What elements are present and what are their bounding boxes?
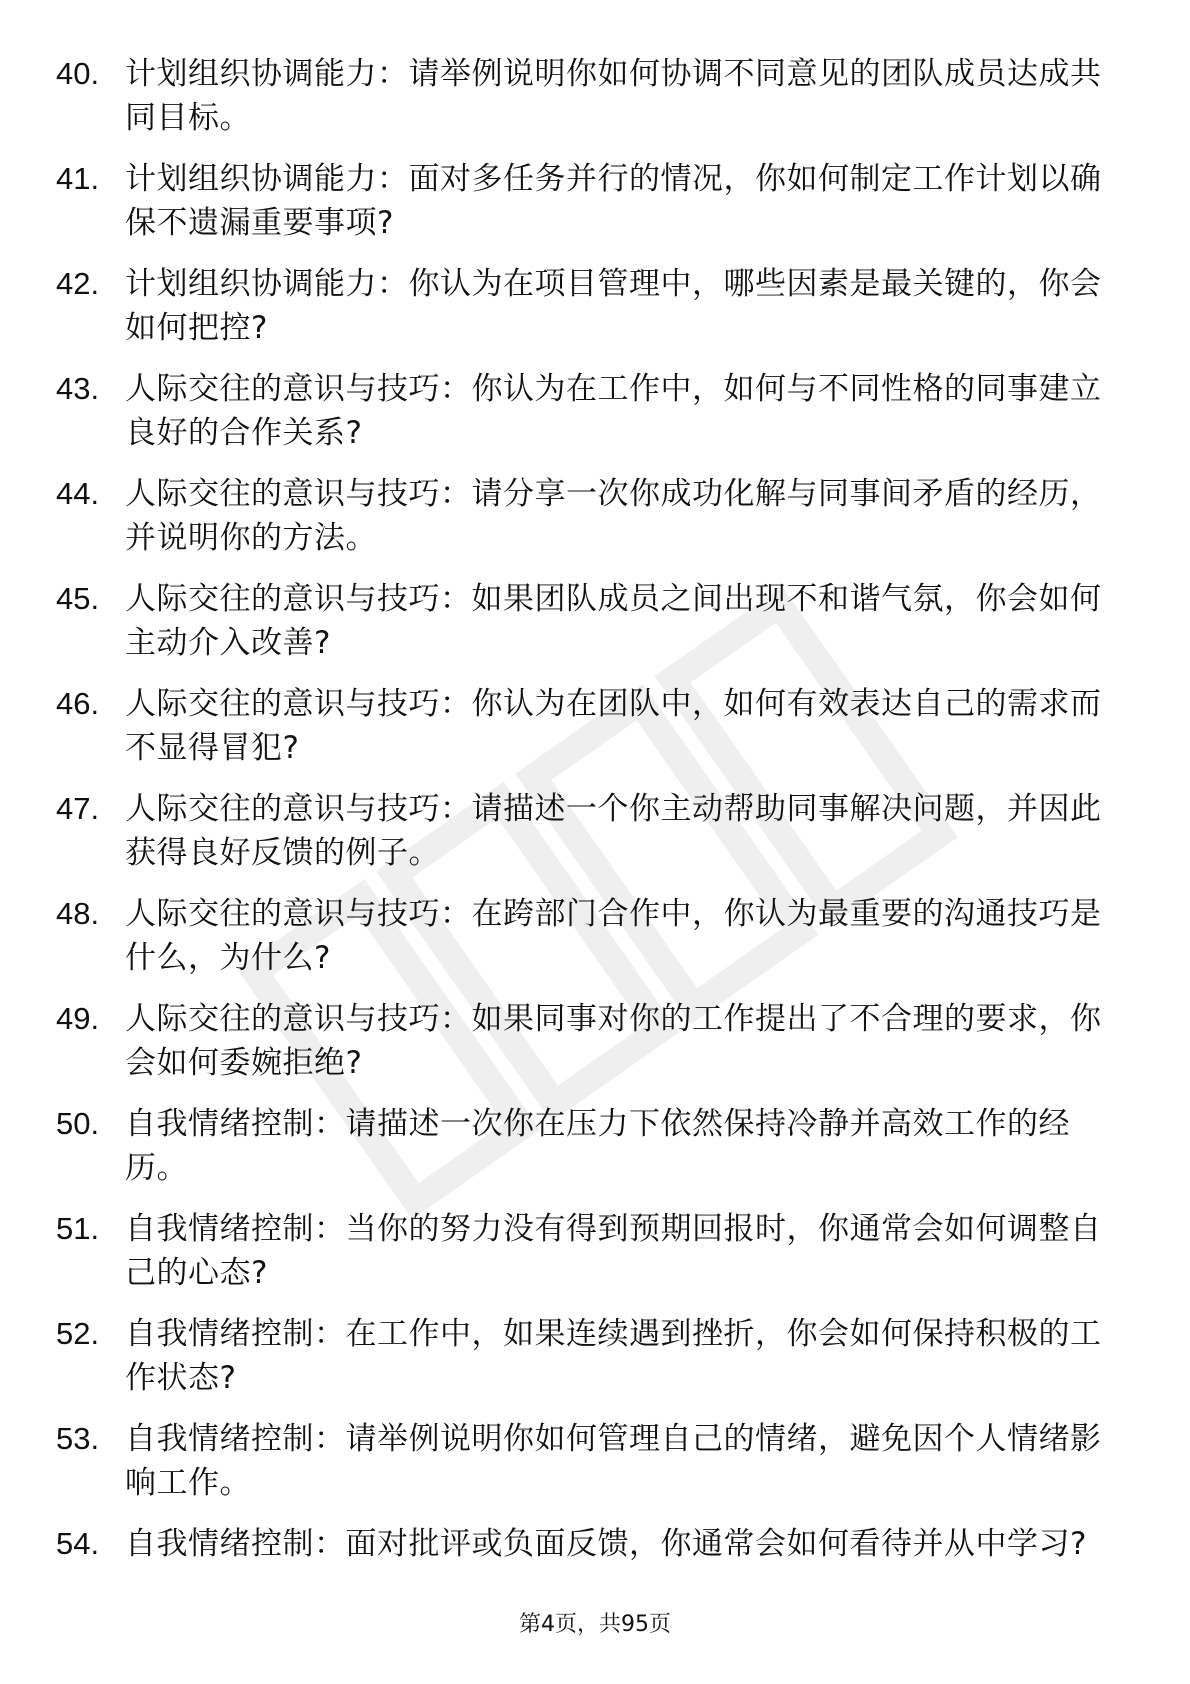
question-number: 50.	[56, 1106, 100, 1141]
list-item	[56, 1417, 1121, 1507]
list-item	[56, 577, 1121, 667]
question-number: 53.	[56, 1421, 100, 1456]
question-text: 人际交往的意识与技巧：请描述一个你主动帮助同事解决问题，并因此获得良好反馈的例子。	[125, 791, 1102, 871]
question-list	[56, 52, 1121, 1627]
list-item	[56, 1312, 1121, 1402]
list-item	[56, 367, 1121, 457]
question-text: 自我情绪控制：在工作中，如果连续遇到挫折，你会如何保持积极的工作状态?	[125, 1316, 1102, 1396]
question-number: 49.	[56, 1001, 100, 1036]
list-item	[56, 262, 1121, 352]
question-number: 44.	[56, 476, 100, 511]
list-item	[56, 1102, 1121, 1192]
question-text: 计划组织协调能力：面对多任务并行的情况，你如何制定工作计划以确保不遗漏重要事项?	[125, 161, 1102, 241]
question-text: 计划组织协调能力：你认为在项目管理中，哪些因素是最关键的，你会如何把控?	[125, 266, 1102, 346]
question-number: 40.	[56, 56, 100, 91]
question-number: 51.	[56, 1211, 100, 1246]
question-text: 计划组织协调能力：请举例说明你如何协调不同意见的团队成员达成共同目标。	[125, 56, 1102, 136]
question-number: 54.	[56, 1526, 100, 1561]
question-number: 42.	[56, 266, 100, 301]
question-text: 自我情绪控制：当你的努力没有得到预期回报时，你通常会如何调整自己的心态?	[125, 1211, 1102, 1291]
question-text: 自我情绪控制：请举例说明你如何管理自己的情绪，避免因个人情绪影响工作。	[125, 1421, 1102, 1501]
question-text: 自我情绪控制：请描述一次你在压力下依然保持冷静并高效工作的经历。	[125, 1106, 1070, 1186]
question-text: 人际交往的意识与技巧：你认为在工作中，如何与不同性格的同事建立良好的合作关系?	[125, 371, 1102, 451]
question-text: 人际交往的意识与技巧：如果团队成员之间出现不和谐气氛，你会如何主动介入改善?	[125, 581, 1102, 661]
list-item	[56, 682, 1121, 772]
question-number: 48.	[56, 896, 100, 931]
list-item	[56, 997, 1121, 1087]
page-footer: 第4页，共95页	[519, 1612, 671, 1637]
list-item	[56, 157, 1121, 247]
question-number: 47.	[56, 791, 100, 826]
question-text: 人际交往的意识与技巧：请分享一次你成功化解与同事间矛盾的经历，并说明你的方法。	[125, 476, 1102, 556]
question-text: 人际交往的意识与技巧：你认为在团队中，如何有效表达自己的需求而不显得冒犯?	[125, 686, 1102, 766]
question-text: 人际交往的意识与技巧：如果同事对你的工作提出了不合理的要求，你会如何委婉拒绝?	[125, 1001, 1102, 1081]
question-text: 自我情绪控制：面对批评或负面反馈，你通常会如何看待并从中学习?	[125, 1526, 1087, 1562]
list-item	[56, 52, 1121, 142]
question-text: 人际交往的意识与技巧：在跨部门合作中，你认为最重要的沟通技巧是什么，为什么?	[125, 896, 1102, 976]
question-number: 41.	[56, 161, 100, 196]
question-number: 52.	[56, 1316, 100, 1351]
question-number: 45.	[56, 581, 100, 616]
question-number: 43.	[56, 371, 100, 406]
list-item	[56, 787, 1121, 877]
list-item	[56, 472, 1121, 562]
list-item	[56, 1207, 1121, 1297]
list-item	[56, 892, 1121, 982]
question-number: 46.	[56, 686, 100, 721]
list-item	[56, 1522, 1121, 1612]
